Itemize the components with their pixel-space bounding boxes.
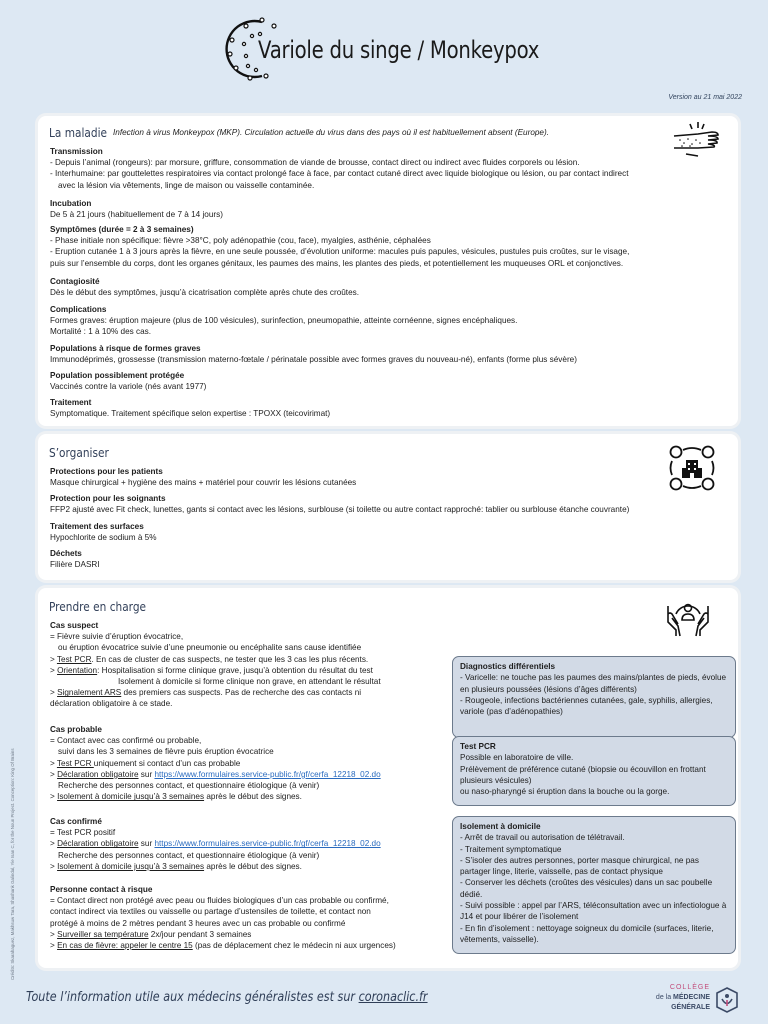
organize-card-title: S’organiser (49, 446, 109, 460)
section-symptoms (50, 224, 629, 269)
section-heading: Populations à risque de formes graves (50, 344, 201, 353)
section-heading: Cas confirmé (50, 817, 102, 826)
section-heading: Complications (50, 305, 107, 314)
section-transmission (50, 146, 628, 191)
section-text: > Isolement à domicile jusqu’à 3 semaines après le début des signes. (50, 792, 302, 802)
disease-intro: Infection à virus Monkeypox (MKP). Circulation actuelle du virus dans des pays où il est habituellement absent (Europe). (113, 128, 549, 137)
section-text: > Déclaration obligatoire sur https://www.formulaires.service-public.fr/gf/cerfa_12218_02.do (50, 769, 381, 779)
section-text: FFP2 ajusté avec Fit check, lunettes, gants si contact avec les lésions, surblouse (si toilette ou autre contact rapproché: tablier ou surblouse étanche couvrante) (50, 505, 630, 515)
confirmed-case (50, 816, 381, 872)
credits-text: Crédits: Skarahaguez, Makhsuw Tara, Shashank Galindal, Yie Isan C, for the Noun Project. Conception: King Of Brains (10, 748, 15, 980)
box-text: Prélèvement de préférence cutané (biopsie ou écouvillon en frottant plusieurs vésicules) (460, 764, 706, 785)
box-heading: Isolement à domicile (460, 822, 541, 831)
section-patient-protection (50, 466, 356, 488)
disease-card (38, 116, 738, 426)
care-card (38, 588, 738, 968)
section-heading: Protection pour les soignants (50, 494, 166, 503)
section-heading: Traitement des surfaces (50, 522, 144, 531)
section-heading: Cas suspect (50, 621, 99, 630)
organize-card (38, 434, 738, 580)
college-emblem-icon (714, 986, 740, 1014)
box-text: - En fin d’isolement : nettoyage soigneux du domicile (surfaces, literie, vêtements, vaisselle). (460, 923, 714, 944)
section-text: Filière DASRI (50, 560, 100, 570)
section-complications (50, 304, 517, 338)
section-text: Mortalité : 1 à 10% des cas. (50, 327, 152, 337)
section-text: Immunodéprimés, grossesse (transmission materno-fœtale / périnatale possible avec formes graves du nouveau-né), enfants (forme plus sévère) (50, 355, 577, 365)
declaration-link[interactable]: https://www.formulaires.service-public.fr/gf/cerfa_12218_02.do (154, 839, 381, 849)
section-text: suivi dans les 3 semaines de fièvre puis éruption évocatrice (58, 747, 274, 757)
section-incubation (50, 198, 223, 220)
box-heading: Test PCR (460, 742, 496, 751)
version-label: Version au 21 mai 2022 (668, 94, 742, 101)
section-text: > Orientation: Hospitalisation si forme clinique grave, jusqu’à obtention du résultat du test (50, 665, 373, 675)
section-text: Vaccinés contre la variole (nés avant 1977) (50, 382, 207, 392)
logo-text: GÉNÉRALE (671, 1004, 710, 1011)
logo-text: de la MÉDECINE (655, 994, 710, 1001)
section-text: > Test PCR uniquement si contact d’un cas probable (50, 758, 241, 768)
section-text: > Test PCR. En cas de cluster de cas suspects, ne tester que les 3 cas les plus récents. (50, 654, 369, 664)
college-logo (630, 984, 740, 1020)
care-card-title: Prendre en charge (49, 600, 147, 614)
risk-contact (50, 884, 396, 951)
box-text: - Varicelle: ne touche pas les paumes des mains/plantes de pieds, évolue en plusieurs poussées (lésions d’âges différents) (460, 673, 727, 694)
section-waste (50, 548, 100, 570)
section-heading: Transmission (50, 147, 103, 156)
box-heading: Diagnostics différentiels (460, 662, 556, 671)
section-heading: Population possiblement protégée (50, 371, 185, 380)
box-text: - Suivi possible : appel par l’ARS, téléconsultation avec un infectiologue à J14 et pour libérer de l’isolement (460, 901, 727, 922)
section-heading: Incubation (50, 199, 92, 208)
section-text: protégé à moins de 2 mètres pendant 3 heures avec un cas probable ou confirmé (50, 918, 346, 928)
box-text: - Conserver les déchets (croûtes des vésicules) dans un sac poubelle dédié. (460, 878, 713, 899)
box-text: ou naso-pharyngé si éruption dans la bouche ou la gorge. (460, 787, 670, 797)
declaration-link[interactable]: https://www.formulaires.service-public.fr/gf/cerfa_12218_02.do (154, 769, 381, 779)
box-text: - Traitement symptomatique (460, 844, 562, 854)
box-text: - Rougeole, infections bactériennes cutanées, gale, syphilis, allergies, variole (pas d’adénopathies) (460, 695, 713, 717)
section-text: Isolement à domicile si forme clinique non grave, en attendant le résultat (118, 677, 381, 687)
home-isolation-box (452, 816, 736, 954)
section-treatment (50, 397, 330, 419)
section-caregiver-protection (50, 493, 629, 515)
section-text: ou éruption évocatrice suivie d’une pneumonie ou encéphalite sans cause identifiée (58, 643, 362, 653)
differential-diagnosis-box (452, 656, 736, 738)
box-text: - S’isoler des autres personnes, porter masque chirurgical, ne pas partager linge, literie, vaisselle, pas de contact physique (460, 855, 699, 877)
probable-case (50, 724, 381, 802)
section-text: > Isolement à domicile jusqu’à 3 semaines après le début des signes. (50, 861, 302, 871)
section-text: > Signalement ARS des premiers cas suspects. Pas de recherche des cas contacts ni (50, 688, 362, 698)
section-contagiosity (50, 276, 359, 298)
section-heading: Traitement (50, 398, 92, 407)
section-text: Masque chirurgical + hygiène des mains + matériel pour couvrir les lésions cutanées (50, 478, 357, 488)
care-hands-icon (664, 592, 712, 638)
page-title: Variole du singe / Monkeypox (258, 36, 540, 64)
disease-card-title: La maladie (49, 126, 108, 140)
section-text: > En cas de fièvre: appeler le centre 15 (pas de déplacement chez le médecin ni aux urgences) (50, 941, 396, 951)
section-heading: Protections pour les patients (50, 467, 163, 476)
section-text: - Depuis l’animal (rongeurs): par morsure, griffure, consommation de viande de brousse, contact direct ou indirect avec fluides corporels ou lésion. (50, 158, 580, 168)
section-text: = Fièvre suivie d’éruption évocatrice, (50, 632, 184, 642)
section-text: déclaration obligatoire à ce stade. (50, 699, 173, 709)
section-text: puis sur l’ensemble du corps, dont les organes génitaux, les paumes des mains, les plantes des pieds, et potentiellement les muqueuses ORL et conjonctives. (50, 258, 624, 268)
section-text: De 5 à 21 jours (habituellement de 7 à 14 jours) (50, 210, 223, 220)
section-heading: Cas probable (50, 725, 102, 734)
suspect-case (50, 620, 381, 710)
section-text: Hypochlorite de sodium à 5% (50, 533, 157, 543)
logo-text: COLLÈGE (669, 984, 710, 991)
section-text: > Surveiller sa température 2x/jour pendant 3 semaines (50, 929, 252, 939)
section-text: contact indirect via textiles ou vaisselle ou partage d’ustensiles de toilette, et contact non (50, 907, 371, 917)
section-heading: Personne contact à risque (50, 885, 153, 894)
box-text: - Arrêt de travail ou autorisation de télétravail. (460, 833, 625, 843)
section-text: Dès le début des symptômes, jusqu’à cicatrisation complète après chute des croûtes. (50, 288, 360, 298)
section-text: - Phase initiale non spécifique: fièvre >38°C, poly adénopathie (cou, face), myalgies, asthénie, céphalées (50, 236, 431, 246)
section-text: - Eruption cutanée 1 à 3 jours après la fièvre, en une seule poussée, d’évolution uniforme: macules puis papules, vésicules, pustules puis croûtes, sur le visage, (50, 247, 630, 257)
section-text: Recherche des personnes contact, et questionnaire étiologique (à venir) (58, 850, 320, 860)
section-text: Recherche des personnes contact, et questionnaire étiologique (à venir) (58, 781, 320, 791)
section-text: - Interhumaine: par gouttelettes respiratoires via contact prolongé face à face, par contact cutané direct avec liquide biologique ou lésion, ou par contact indirect (50, 169, 629, 179)
section-protected-population (50, 370, 206, 392)
section-risk-populations (50, 343, 577, 365)
rash-hand-icon (668, 120, 724, 160)
section-text: > Déclaration obligatoire sur https://www.formulaires.service-public.fr/gf/cerfa_12218_02.do (50, 839, 381, 849)
section-text: avec la lésion via vêtements, linge de maison ou vaisselle contaminée. (58, 180, 315, 190)
section-heading: Déchets (50, 549, 82, 558)
section-surface-treatment (50, 521, 157, 543)
section-heading: Contagiosité (50, 277, 100, 286)
coronaclic-link[interactable]: coronaclic.fr (358, 990, 428, 1005)
footer-text: Toute l’information utile aux médecins généralistes est sur coronaclic.fr (26, 990, 428, 1005)
section-text: = Contact direct non protégé avec peau ou fluides biologiques d’un cas probable ou confirmé, (50, 896, 389, 906)
box-text: Possible en laboratoire de ville. (460, 753, 574, 763)
section-text: = Test PCR positif (50, 828, 116, 838)
pcr-test-box (452, 736, 736, 806)
section-text: Symptomatique. Traitement spécifique selon expertise : TPOXX (teicovirimat) (50, 409, 331, 419)
section-heading: Symptômes (durée = 2 à 3 semaines) (50, 225, 194, 234)
section-text: Formes graves: éruption majeure (plus de 100 vésicules), surinfection, pneumopathie, atteinte cornéenne, signes encéphaliques. (50, 316, 518, 326)
organization-network-icon (668, 444, 716, 492)
section-text: = Contact avec cas confirmé ou probable, (50, 736, 202, 746)
header (0, 0, 768, 92)
